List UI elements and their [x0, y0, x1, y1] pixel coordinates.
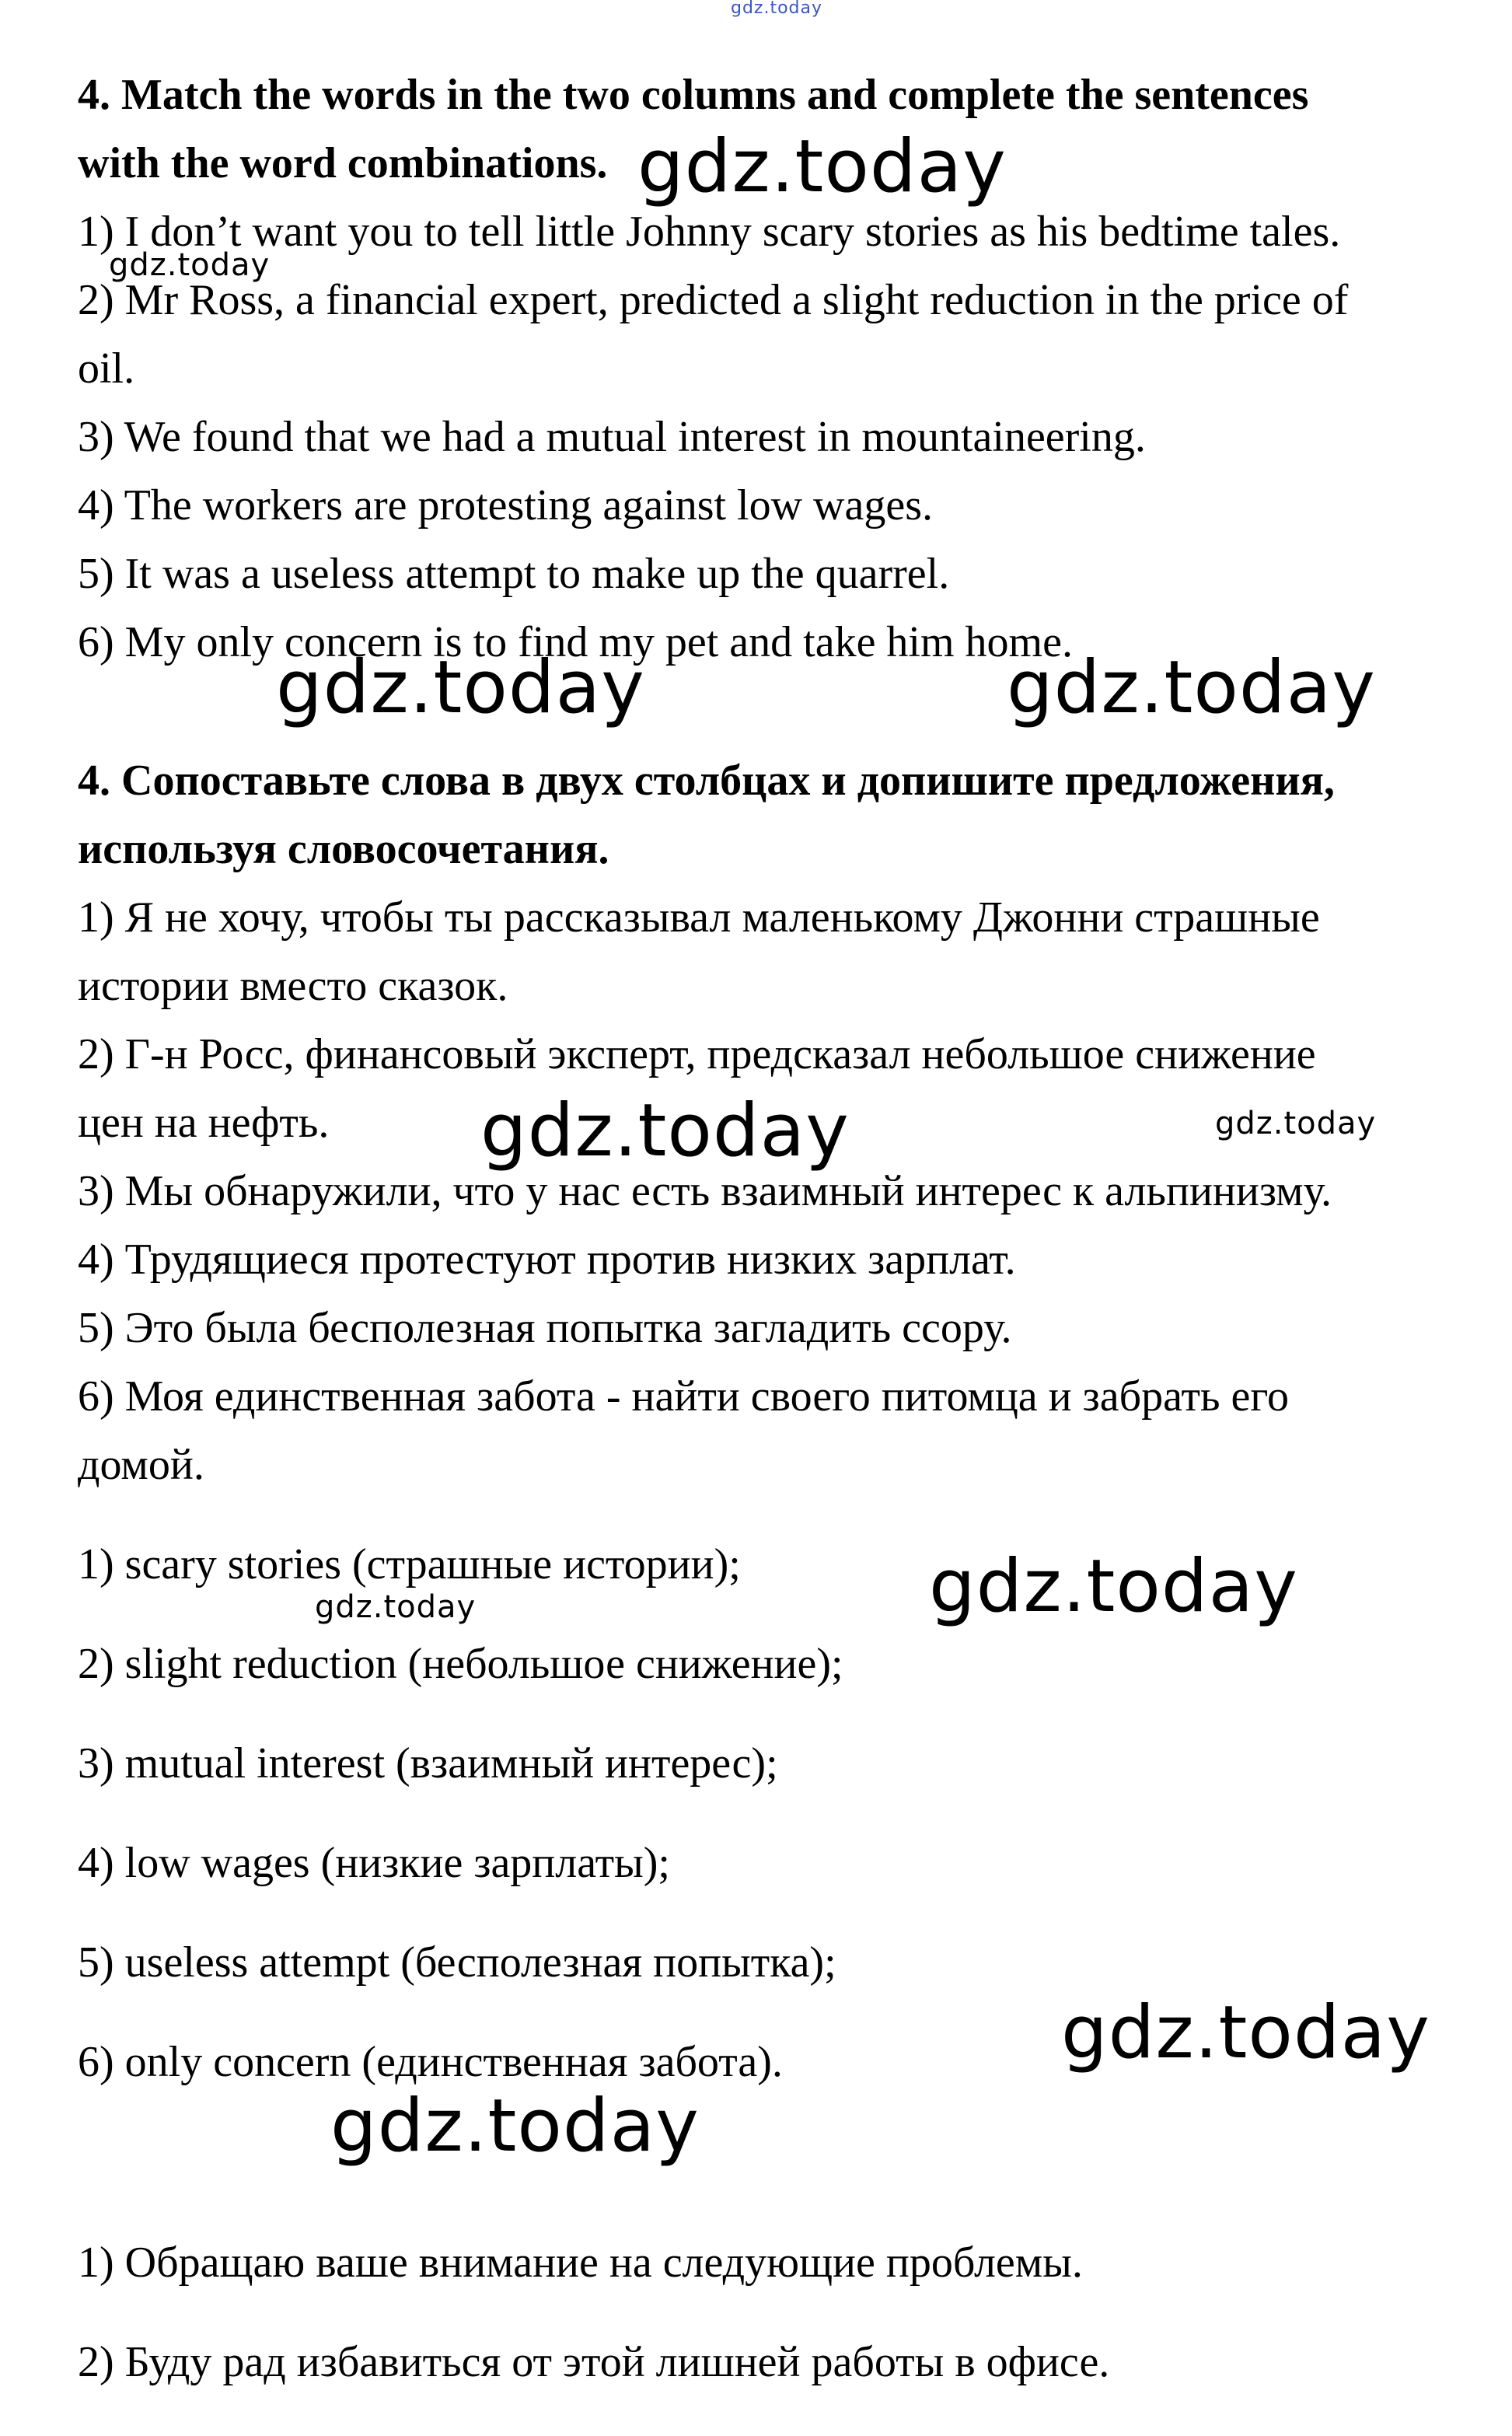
russian-sentence-1-part-1: 1) Я не хочу, чтобы ты рассказывал маленькому Джонни страшные	[78, 893, 1320, 942]
watermark: gdz.today	[1061, 1990, 1430, 2075]
russian-sentence-6-part-1: 6) Моя единственная забота - найти своего питомца и забрать его	[78, 1372, 1289, 1421]
watermark: gdz.today	[315, 1589, 477, 1625]
english-sentence-5: 5) It was a useless attempt to make up the quarrel.	[78, 550, 950, 598]
answer-1: 1) scary stories (страшные истории);	[78, 1540, 741, 1588]
russian-sentence-3: 3) Мы обнаружили, что у нас есть взаимный интерес к альпинизму.	[78, 1167, 1332, 1215]
english-sentence-4: 4) The workers are protesting against low wages.	[78, 481, 933, 529]
watermark: gdz.today	[929, 1544, 1298, 1629]
english-sentence-6: 6) My only concern is to find my pet and take him home.	[78, 618, 1073, 666]
extra-sentence-2: 2) Буду рад избавиться от этой лишней работы в офисе.	[78, 2338, 1110, 2386]
english-heading-line-2: with the word combinations.	[78, 139, 608, 187]
watermark: gdz.today	[480, 1089, 850, 1173]
watermark: gdz.today	[109, 247, 271, 283]
english-sentence-1: 1) I don’t want you to tell little Johnny scary stories as his bedtime tales.	[78, 208, 1341, 256]
english-sentence-3: 3) We found that we had a mutual interest in mountaineering.	[78, 413, 1146, 461]
english-sentence-2-part-1: 2) Mr Ross, a financial expert, predicted a slight reduction in the price of	[78, 276, 1349, 324]
russian-heading-line-2: используя словосочетания.	[78, 825, 609, 873]
russian-sentence-4: 4) Трудящиеся протестуют против низких зарплат.	[78, 1235, 1016, 1284]
extra-sentence-1: 1) Обращаю ваше внимание на следующие проблемы.	[78, 2239, 1083, 2287]
russian-sentence-1-part-2: истории вместо сказок.	[78, 962, 508, 1010]
watermark: gdz.today	[276, 645, 645, 730]
top-watermark: gdz.today	[731, 0, 823, 18]
watermark: gdz.today	[637, 124, 1007, 209]
answer-2: 2) slight reduction (небольшое снижение);	[78, 1640, 843, 1688]
answer-5: 5) useless attempt (бесполезная попытка);	[78, 1938, 836, 1987]
answer-6: 6) only concern (единственная забота).	[78, 2038, 783, 2086]
english-heading-line-1: 4. Match the words in the two columns and complete the sentences	[78, 71, 1309, 119]
russian-heading-line-1: 4. Сопоставьте слова в двух столбцах и допишите предложения,	[78, 757, 1335, 805]
watermark: gdz.today	[1215, 1106, 1377, 1141]
russian-sentence-5: 5) Это была бесполезная попытка загладить ссору.	[78, 1304, 1012, 1352]
russian-sentence-2-part-1: 2) Г-н Росс, финансовый эксперт, предсказал небольшое снижение	[78, 1030, 1316, 1078]
watermark: gdz.today	[1007, 645, 1376, 730]
answer-3: 3) mutual interest (взаимный интерес);	[78, 1739, 778, 1788]
russian-sentence-6-part-2: домой.	[78, 1441, 204, 1489]
answer-4: 4) low wages (низкие зарплаты);	[78, 1839, 670, 1887]
english-sentence-2-part-2: oil.	[78, 344, 135, 393]
russian-sentence-2-part-2: цен на нефть.	[78, 1099, 330, 1147]
watermark: gdz.today	[330, 2084, 700, 2169]
